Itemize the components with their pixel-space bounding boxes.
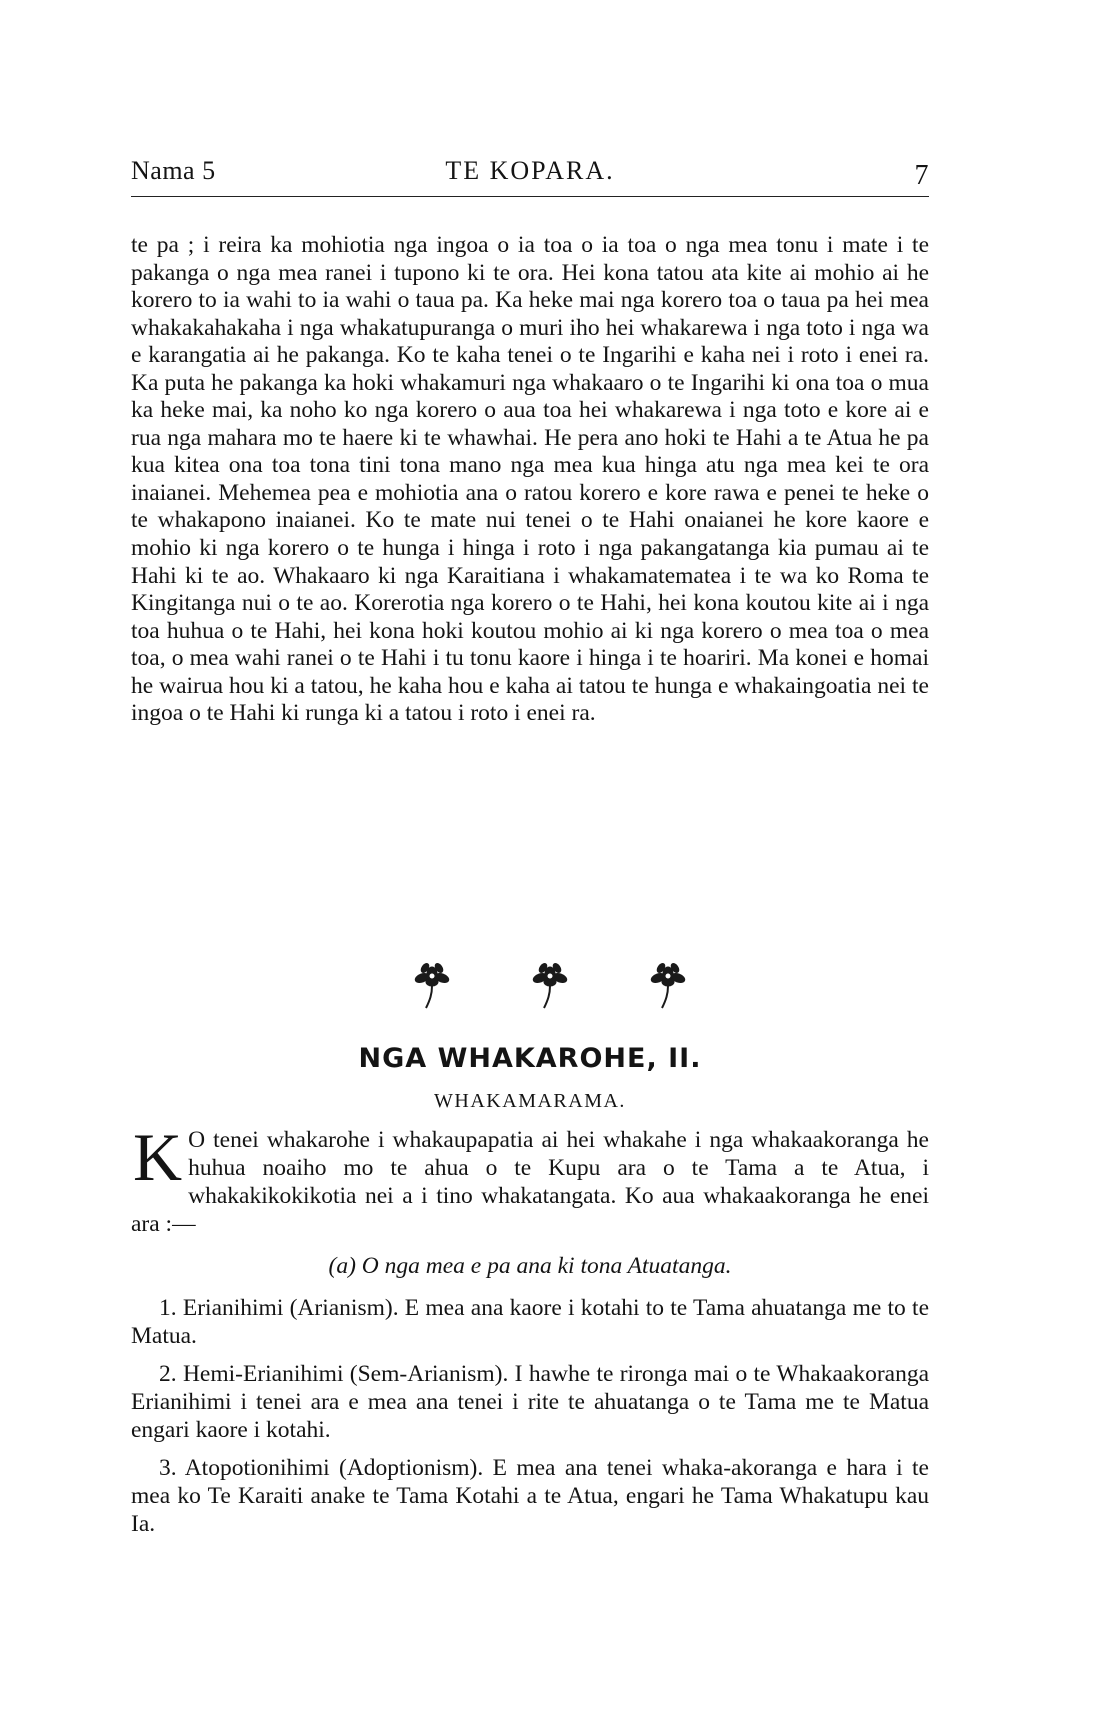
page-number: 7 <box>914 160 929 191</box>
floral-ornament-icon <box>644 956 692 1012</box>
running-header <box>131 152 929 192</box>
list-item <box>131 1294 929 1350</box>
journal-title: TE KOPARA. <box>445 156 615 185</box>
body-paragraph-block <box>131 232 929 728</box>
ornament-divider <box>400 956 700 1016</box>
body-paragraph: te pa ; i reira ka mohiotia nga ingoa o ia toa o ia toa o nga mea tonu i mate i te pakanga o nga mea ranei i tupono ki te ora. Hei kona tatou ata kite ai mohio ai he korero to ia wahi to ia wahi o taua pa. Ka heke mai nga korero toa o taua pa hei mea whakakahakaha i nga whakatupuranga o muri iho hei whakarewa i nga toto i nga wa e karangatia ai he pakanga. Ko te kaha tenei o te Ingarihi e kaha nei i roto i enei ra. Ka puta he pakanga ka hoki whakamuri nga whakaaro o te Ingarihi ki ona toa o mua ka heke mai, ka noho ko nga korero o aua toa hei whakarewa i nga toto e kore ai e rua nga mahara mo te haere ki te whawhai. He pera ano hoki te Hahi a te Atua he pa kua kitea ona toa tona tini tona mano nga mea kua hinga atu nga mea kei te ora inaianei. Mehemea pea e mohiotia ana o ratou korero e kore rawa e penei te heke o te whakapono inaianei. Ko te mate nui tenei o te Hahi onaianei he kore kaore e mohio ki nga korero o te hunga i hinga i roto i nga pakangatanga kia pumau ai te Hahi ki te ao. Whakaaro ki nga Karaitiana i whakamatematea i te wa ko Roma te Kingitanga nui o te ao. Korerotia nga korero o te Hahi, hei kona koutou kite ai i nga toa huhua o te Hahi, hei kona hoki koutou mohio ai ki nga korero o mea toa o mea toa, o mea wahi ranei o te Hahi i tu tonu kaore i hinga i te hoariri. Ma konei e homai he wairua hou ki a tatou, he kaha hou e kaha ai tatou te hunga e whakaingoatia nei te ingoa o te Hahi ki runga ki a tatou i roto i enei ra. <box>131 232 929 727</box>
list-item <box>131 1454 929 1538</box>
intro-text: O tenei whakarohe i whakaupapatia ai hei whakahe i nga whakaakoranga he huhua noaiho mo te ahua o te Kupu ara o te Tama a te Atua, i whakakikokikotia nei a i tino whakatangata. Ko aua whakaakoranga he enei ara :— <box>131 1127 929 1237</box>
section-heading: NGA WHAKAROHE, II. <box>358 1043 702 1074</box>
floral-ornament-icon <box>526 956 574 1012</box>
section-body <box>131 1119 930 1548</box>
section-subheading: WHAKAMARAMA. <box>434 1090 626 1112</box>
list-item-text: Hemi-Erianihimi (Sem-Arianism). I hawhe te rironga mai o te Whakaakoranga Erianihimi i tenei ara e mea ana tenei i rite te ahuatanga o te Tama me te Matua engari kaore i kotahi. <box>131 1361 929 1443</box>
list-item-text: Erianihimi (Arianism). E mea ana kaore i kotahi to te Tama ahuatanga me to te Matua. <box>131 1295 930 1349</box>
floral-ornament-icon <box>408 956 456 1012</box>
intro-paragraph <box>131 1119 929 1238</box>
list-item-text: Atopotionihimi (Adoptionism). E mea ana tenei whaka-akoranga e hara i te mea ko Te Karaiti anake te Tama Kotahi a te Atua, engari he Tama Whakatupu kau Ia. <box>131 1455 929 1537</box>
drop-cap: K <box>133 1119 183 1195</box>
subsection-title: (a) O nga mea e pa ana ki tona Atuatanga. <box>328 1253 732 1279</box>
list-item <box>131 1360 929 1444</box>
list-item-number: 3. <box>159 1455 177 1481</box>
issue-number: Nama 5 <box>131 156 216 185</box>
list-item-number: 1. <box>159 1295 177 1321</box>
list-item-number: 2. <box>159 1361 177 1387</box>
header-rule <box>131 196 929 197</box>
